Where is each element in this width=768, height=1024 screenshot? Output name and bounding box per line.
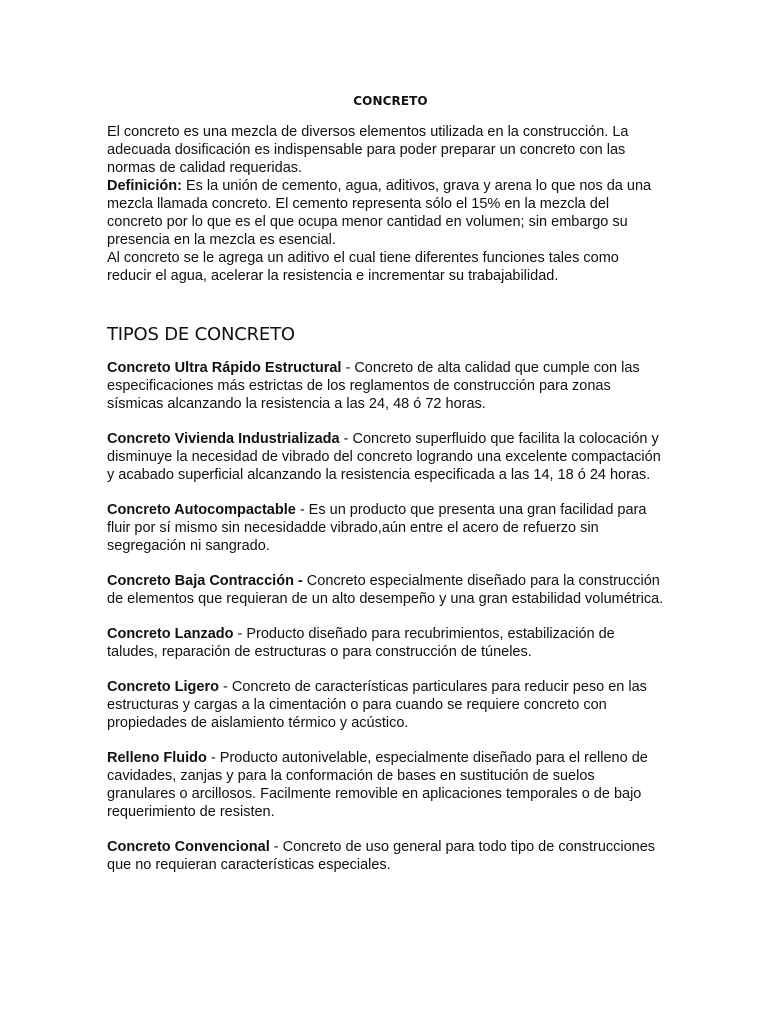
list-item	[107, 625, 664, 661]
type-description: - Producto diseñado para recubrimientos, estabilización de taludes, reparación de estructuras o para construcción de túneles.	[107, 626, 615, 660]
section-heading-tipos: TIPOS DE CONCRETO	[107, 324, 295, 345]
list-item	[107, 572, 664, 608]
concrete-types-list	[107, 359, 664, 874]
list-item	[107, 430, 664, 484]
type-term: Concreto Baja Contracción -	[107, 573, 303, 589]
type-description: Concreto especialmente diseñado para la construcción de elementos que requieran de un alto desempeño y una gran estabilidad volumétrica.	[107, 573, 664, 607]
type-term: Concreto Autocompactable	[107, 502, 296, 518]
type-description: - Concreto de alta calidad que cumple con las especificaciones más estrictas de los reglamentos de construcción para zonas sísmicas alcanzando la resistencia a las 24, 48 ó 72 horas.	[107, 360, 640, 412]
list-item	[107, 501, 664, 555]
type-description: - Concreto de uso general para todo tipo de construcciones que no requieran características especiales.	[107, 839, 656, 873]
type-description: - Concreto de características particulares para reducir peso en las estructuras y cargas a la cimentación o para cuando se requiere concreto con propiedades de aislamiento térmico y acústico.	[107, 679, 647, 731]
type-description: - Concreto superfluido que facilita la colocación y disminuye la necesidad de vibrado del concreto logrando una excelente compactación y acabado superficial alcanzando la resistencia especificada a las 14, 18 ó 24 horas.	[107, 431, 661, 483]
list-item	[107, 749, 664, 821]
type-term: Concreto Vivienda Industrializada	[107, 431, 340, 447]
type-term: Concreto Convencional	[107, 839, 270, 855]
type-description: - Es un producto que presenta una gran facilidad para fluir por sí mismo sin necesidadde vibrado,aún entre el acero de refuerzo sin segregación ni sangrado.	[107, 502, 647, 554]
intro-section	[107, 123, 664, 285]
definition-paragraph	[107, 177, 664, 249]
type-term: Concreto Ligero	[107, 679, 219, 695]
document-title: CONCRETO	[353, 94, 428, 108]
type-term: Concreto Lanzado	[107, 626, 234, 642]
type-term: Concreto Ultra Rápido Estructural	[107, 360, 342, 376]
definition-text: Es la unión de cemento, agua, aditivos, grava y arena lo que nos da una mezcla llamada concreto. El cemento representa sólo el 15% en la mezcla del concreto por lo que es el que ocupa menor cantidad en volumen; sin embargo su presencia en la mezcla es esencial.	[107, 178, 652, 248]
type-description: - Producto autonivelable, especialmente diseñado para el relleno de cavidades, zanjas y para la conformación de bases en sustitución de suelos granulares o arcillosos. Facilmente removible en aplicaciones temporales o de bajo requerimiento de resisten.	[107, 750, 648, 820]
intro-paragraph: El concreto es una mezcla de diversos elementos utilizada en la construcción. La adecuada dosificación es indispensable para poder preparar un concreto con las normas de calidad requeridas.	[107, 124, 629, 176]
type-term: Relleno Fluido	[107, 750, 207, 766]
additive-paragraph: Al concreto se le agrega un aditivo el cual tiene diferentes funciones tales como reducir el agua, acelerar la resistencia e incrementar su trabajabilidad.	[107, 250, 619, 284]
list-item	[107, 838, 664, 874]
list-item	[107, 359, 664, 413]
definition-term: Definición:	[107, 178, 182, 194]
list-item	[107, 678, 664, 732]
